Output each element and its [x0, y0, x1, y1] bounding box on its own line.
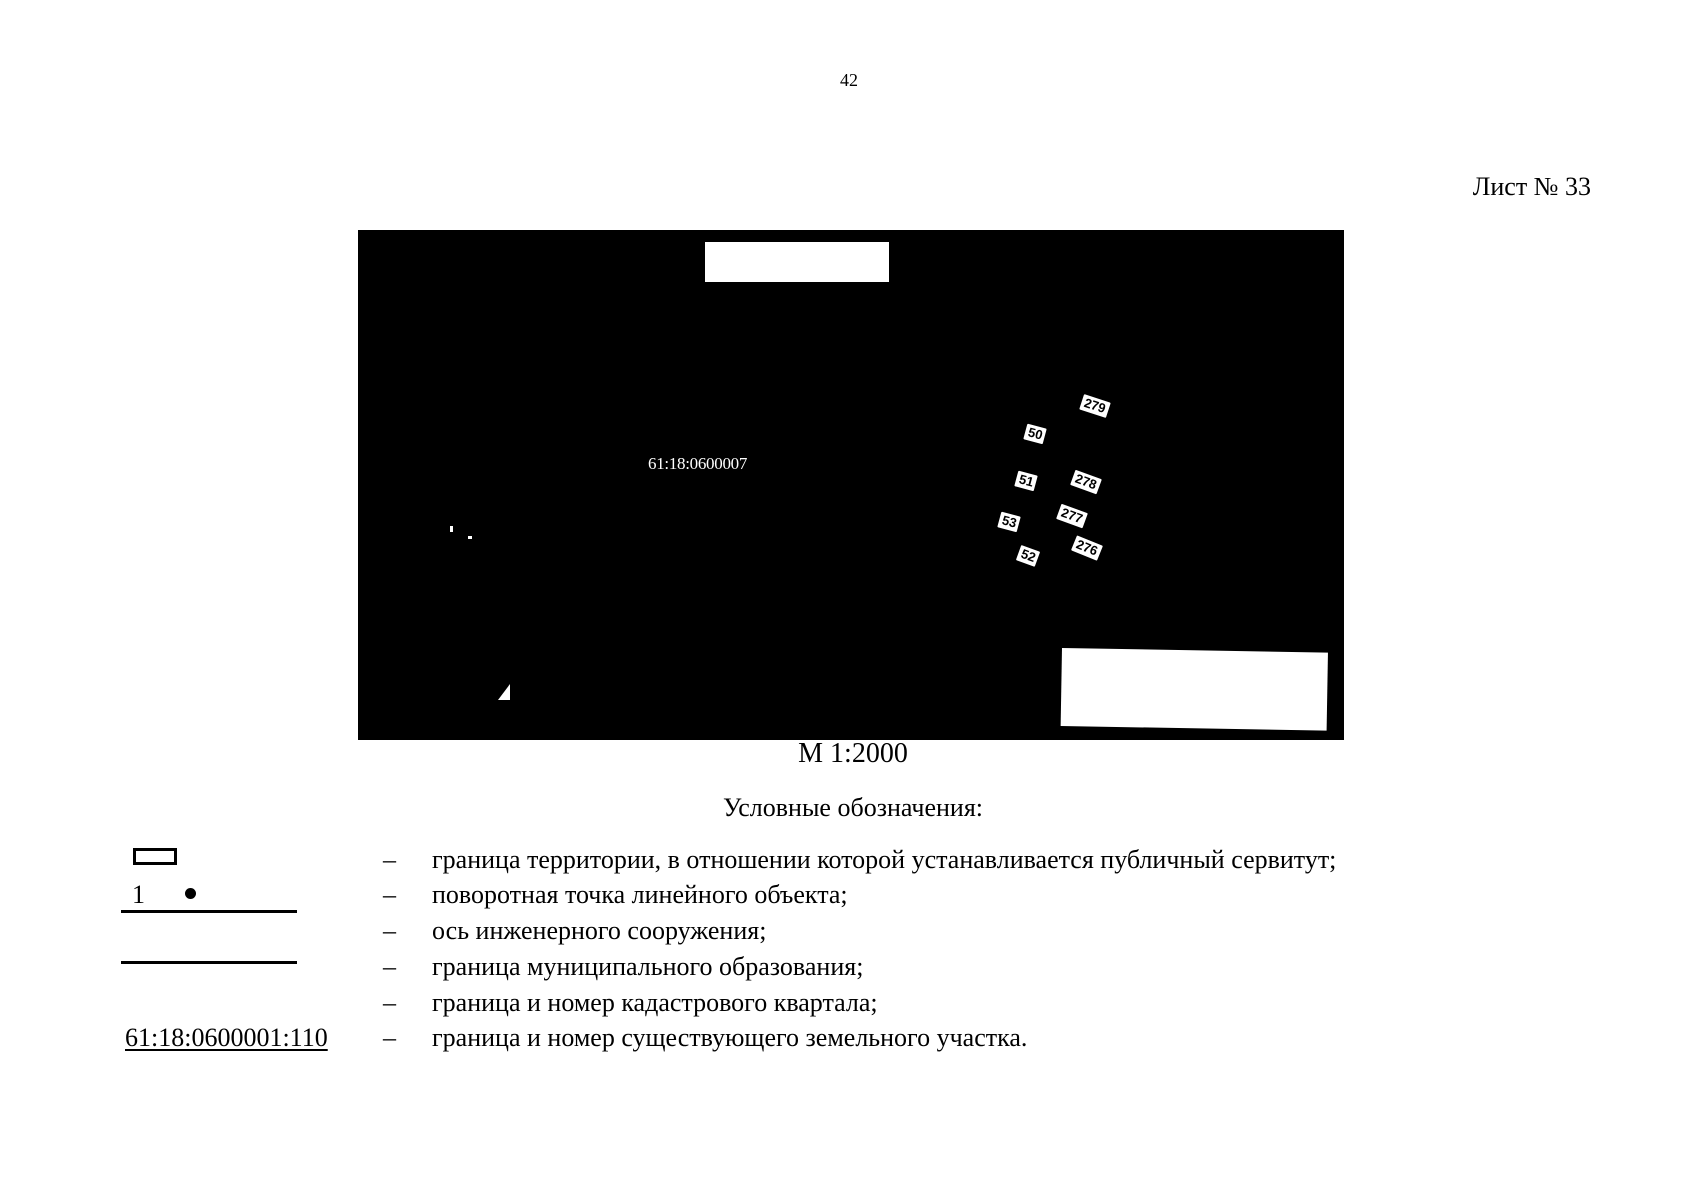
- legend-text: граница муниципального образования;: [432, 952, 864, 981]
- map-speck: [450, 526, 453, 532]
- turning-point-label: 51: [1014, 471, 1038, 492]
- map-redacted-block-top: [705, 242, 889, 282]
- turning-point-symbol: [185, 888, 196, 899]
- legend-dash: –: [383, 988, 396, 1017]
- turning-point-label: 52: [1016, 545, 1041, 567]
- legend-dash: –: [383, 916, 396, 945]
- map-north-marker: [498, 684, 510, 700]
- legend-dash: –: [383, 845, 396, 874]
- legend-item-municipal-boundary: [0, 952, 1698, 986]
- sheet-label: Лист № 33: [1472, 172, 1591, 201]
- legend-text: поворотная точка линейного объекта;: [432, 880, 848, 909]
- map-scale: М 1:2000: [798, 738, 908, 769]
- legend-dash: –: [383, 1023, 396, 1052]
- map-image: [358, 230, 1344, 740]
- turning-point-symbol-number: 1: [132, 880, 145, 909]
- land-parcel-symbol: 61:18:0600001:110: [125, 1023, 328, 1052]
- legend-text: ось инженерного сооружения;: [432, 916, 767, 945]
- legend-dash: –: [383, 880, 396, 909]
- turning-point-label: 277: [1056, 504, 1088, 529]
- legend-text: граница и номер кадастрового квартала;: [432, 988, 878, 1017]
- turning-point-label: 53: [997, 512, 1021, 533]
- municipal-boundary-symbol: [121, 961, 297, 964]
- turning-point-label: 279: [1079, 394, 1110, 418]
- legend-item-land-parcel: [0, 1023, 1698, 1057]
- map-redacted-block-bottom: [1061, 648, 1328, 731]
- cadastral-quarter-label: 61:18:0600007: [648, 454, 748, 473]
- engineering-axis-symbol: [121, 910, 297, 913]
- legend-text: граница и номер существующего земельного участка.: [432, 1023, 1028, 1052]
- legend-dash: –: [383, 952, 396, 981]
- turning-point-label: 50: [1023, 424, 1047, 445]
- legend-item-servitude-boundary: [0, 845, 1698, 879]
- servitude-boundary-symbol: [133, 848, 177, 865]
- map-speck: [468, 536, 472, 539]
- legend-item-cadastral-quarter: [0, 988, 1698, 1022]
- legend-title: Условные обозначения:: [722, 793, 984, 822]
- page-number: 42: [840, 70, 858, 90]
- turning-point-label: 276: [1071, 535, 1103, 560]
- legend-item-turning-point: [0, 880, 1698, 914]
- turning-point-label: 278: [1070, 470, 1102, 495]
- legend-text: граница территории, в отношении которой устанавливается публичный сервитут;: [432, 845, 1337, 874]
- legend-item-engineering-axis: [0, 916, 1698, 950]
